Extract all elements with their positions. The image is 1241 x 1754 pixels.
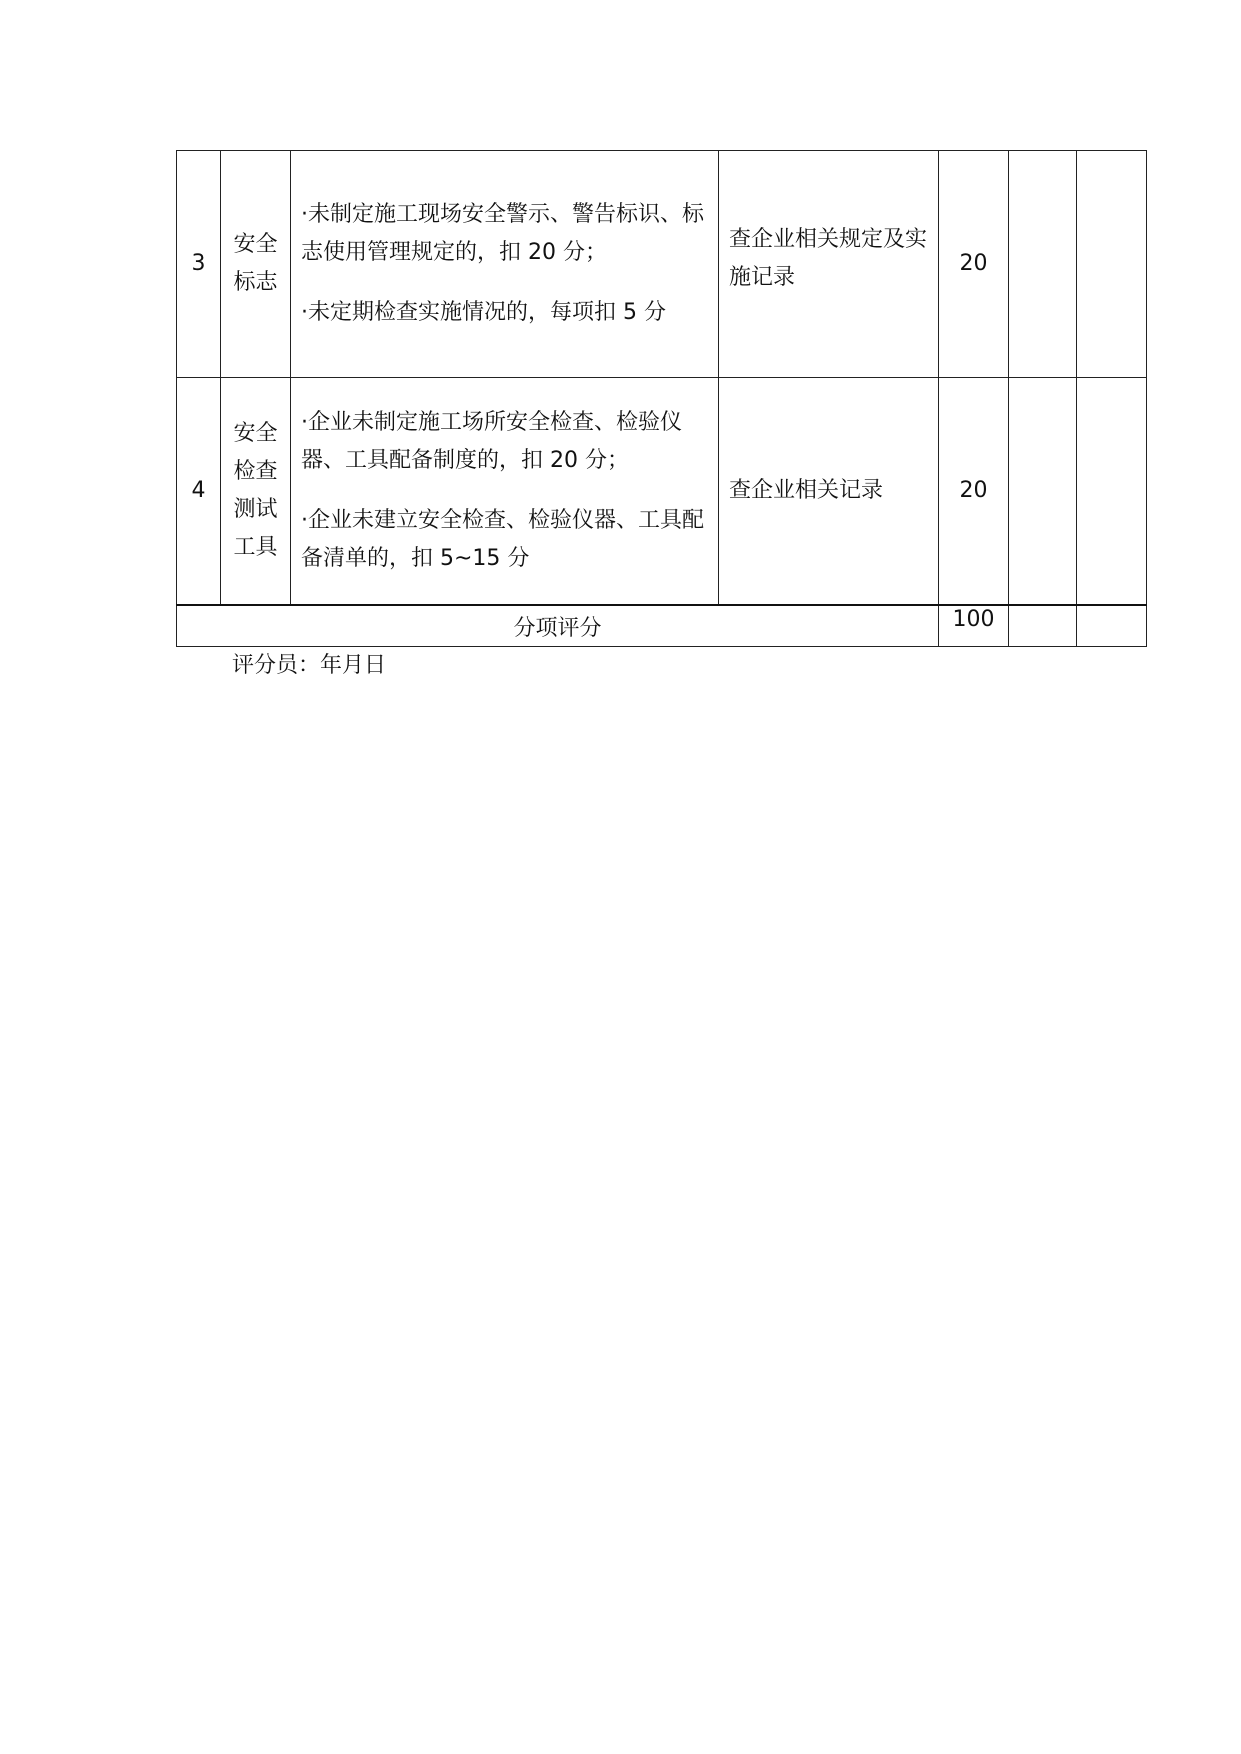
full-score: 20 (939, 378, 1009, 606)
item-name: 安全 标志 (221, 151, 291, 378)
check-method: 查企业相关记录 (719, 378, 939, 606)
check-method: 查企业相关规定及实施记录 (719, 151, 939, 378)
total-deduction-cell (1009, 605, 1077, 647)
deduction-cell (1009, 378, 1077, 606)
standard-line: ·企业未建立安全检查、检验仪器、工具配备清单的，扣 5~15 分 (301, 508, 704, 571)
total-actual-cell (1077, 605, 1147, 647)
deduction-standard (291, 151, 719, 378)
actual-score-cell (1077, 151, 1147, 378)
total-score: 100 (939, 605, 1009, 647)
scoring-table (176, 150, 1147, 647)
scorer-signature-line: 评分员：年月日 (232, 653, 387, 678)
row-number: 4 (177, 378, 221, 606)
table-row (177, 378, 1147, 606)
full-score: 20 (939, 151, 1009, 378)
deduction-cell (1009, 151, 1077, 378)
table-row (177, 151, 1147, 378)
total-row (177, 605, 1147, 647)
item-name: 安全 检查 测试 工具 (221, 378, 291, 606)
deduction-standard (291, 378, 719, 606)
actual-score-cell (1077, 378, 1147, 606)
row-number: 3 (177, 151, 221, 378)
standard-line: ·企业未制定施工场所安全检查、检验仪器、工具配备制度的，扣 20 分； (301, 410, 682, 473)
standard-line: ·未定期检查实施情况的，每项扣 5 分 (301, 300, 666, 325)
standard-line: ·未制定施工现场安全警示、警告标识、标志使用管理规定的，扣 20 分； (301, 202, 704, 265)
total-label: 分项评分 (177, 605, 939, 647)
